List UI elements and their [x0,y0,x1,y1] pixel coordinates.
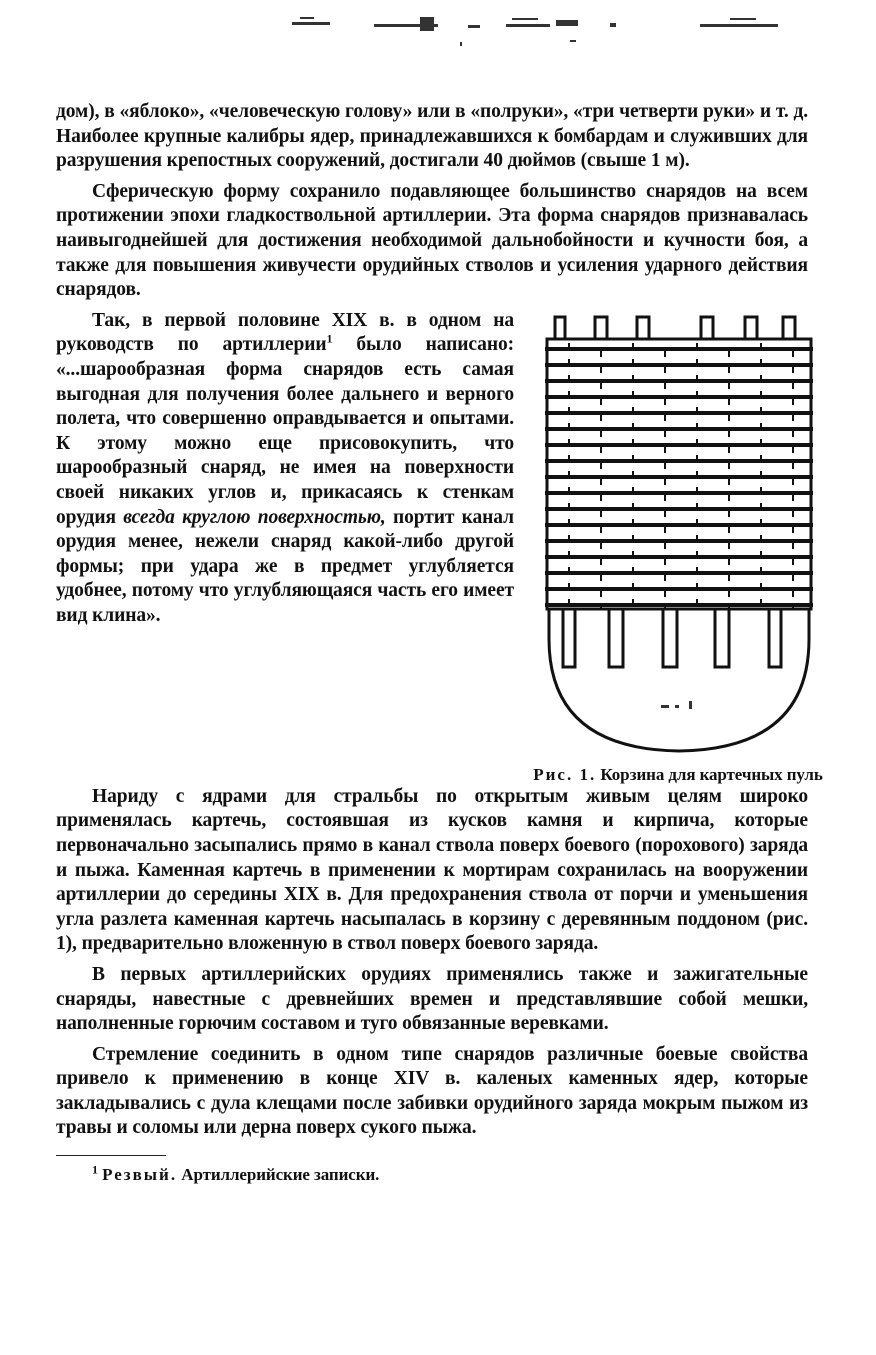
manual-quote-a: было написано: «...шарообразная форма снарядов есть самая выгодная для получения более дальнего и верного полета, что совершенно оправдывается и опытами. К этому можно еще присовокупить, что шарообразный снаряд, не имея на поверхности своей никаких углов и, прикасаясь к стенкам орудия [56,334,514,528]
header-smudge-marks [280,10,820,46]
spherical-paragraph-lead [56,180,808,303]
footnote-divider [56,1155,166,1156]
figure-caption [528,765,828,785]
spherical-paragraph: Сферическую форму сохранило подавляющее большинство снарядов на всем протижении эпохи гладкоствольной артиллерии. Эта форма снарядов признавалась наивыгоднейшей для достижения необходимой дальнобойности и кучности боя, а также для повышения живучести орудийных стволов и усиления ударного действия снарядов. [56,180,808,301]
heated-shot-paragraph: Стремление соединить в одном типе снарядов различные боевые свойства привело к применению в конце XIV в. каленых каменных ядер, которые закладывались с дула клещами после забивки орудийного заряда мокрым пыжом из травы и соломы или дерна поверх сукого пыжа. [56,1043,808,1139]
footnote-marker: 1 [92,1162,98,1177]
manual-quote-b: портит канал орудия менее, нежели снаряд какой-либо другой формы; при удара же в предмет углубляется удобнее, потому что углубляющаяся часть его имеет вид клина». [56,506,514,626]
figure-basket [528,309,828,785]
incendiary-paragraph: В первых артиллерийских орудиях применялись также и зажигательные снаряды, навестные с древнейших времен и представлявшие собой мешки, наполненные горючим составом и туго обвязанные веревками. [56,963,808,1035]
footnote [92,1164,808,1186]
text-with-figure [56,180,823,785]
intro-paragraph: дом), в «яблоко», «человеческую голову» или в «полруки», «три четверти руки» и т. д. Наиболее крупные калибры ядер, принадлежавшихся к бомбардам и служивших для разрушения крепостных сооружений, достигали 40 дюймов (свыше 1 м). [56,101,808,172]
manual-quote-start: Так, в первой половине XIX в. в одном на руководств по артиллерии [56,309,514,356]
manual-quote-italic: всегда круглою поверхностью, [123,506,386,528]
footnote-author: Резвый. [102,1165,178,1185]
stones-paragraph: Нариду с ядрами для стральбы по открытым живым целям широко применялась картечь, состоявшая из кусков камня и кирпича, которые первоначально засыпались прямо в канал ствола поверх боевого (порохового) заряда и пыжа. Каменная картечь в применении к мортирам сохранилась на вооружении артиллерии до середины XIX в. Для предохранения ствола от порчи и уменьшения угла разлета каменная картечь насыпалась в корзину с деревянным поддоном (рис. 1), предварительно вложенную в ствол поверх боевого заряда. [56,785,808,955]
footnote-title: Артиллерийские записки. [181,1165,380,1185]
figure-caption-text: Корзина для картечных пуль [600,764,823,784]
basket-illustration [533,309,823,759]
footnote-ref-marker: 1 [326,331,333,346]
figure-label: Рис. 1. [533,764,597,784]
page-body [56,100,823,1186]
